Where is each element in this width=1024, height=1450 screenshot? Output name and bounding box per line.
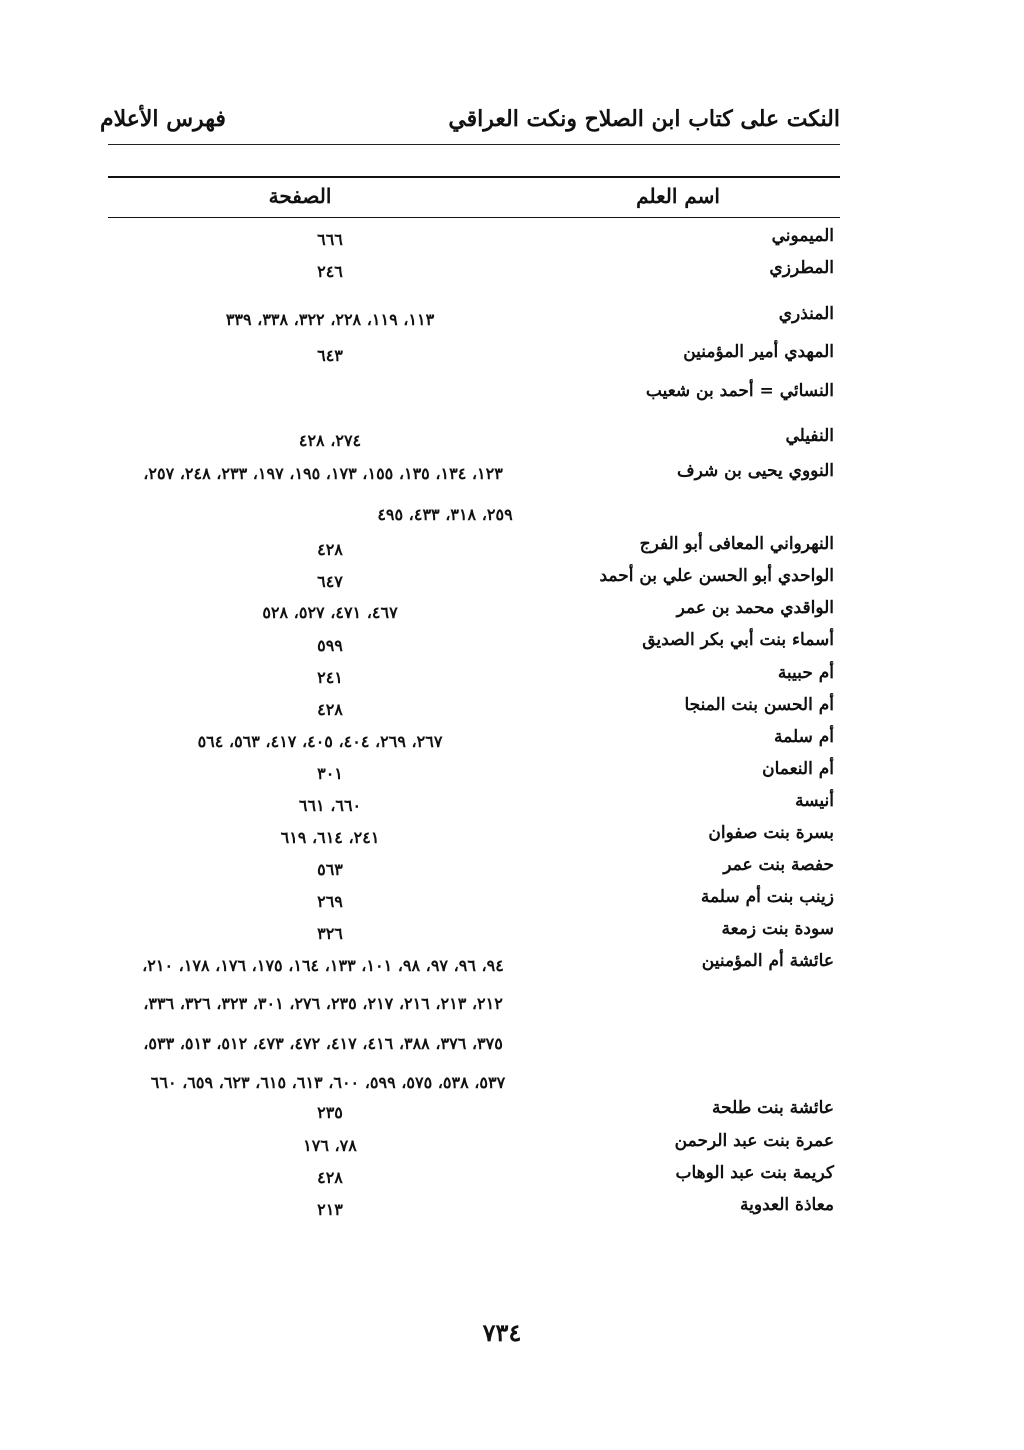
entry-pages: ٢٧٤، ٤٢٨ [298, 431, 362, 450]
entry-pages: ٣٧٥، ٣٧٦، ٣٨٨، ٤١٦، ٤١٧، ٤٧٢، ٤٧٣، ٥١٢، ٥١٣، ٥٣٣، [143, 1034, 503, 1053]
entry-name: معاذة العدوية [740, 1195, 834, 1215]
entry-pages: ٢١٣ [317, 1200, 343, 1219]
entry-name: المطرزي [769, 258, 834, 278]
entry-name: النووي يحيى بن شرف [676, 461, 834, 481]
book-title: النكت على كتاب ابن الصلاح ونكت العراقي [448, 106, 840, 132]
column-header-page: الصفحة [268, 184, 332, 208]
entry-pages: ٢٦٧، ٢٦٩، ٤٠٤، ٤٠٥، ٤١٧، ٥٦٣، ٥٦٤ [197, 732, 443, 751]
entry-pages: ٤٦٧، ٤٧١، ٥٢٧، ٥٢٨ [262, 603, 398, 622]
entry-name: الواقدي محمد بن عمر [676, 598, 834, 618]
entry-pages: ٢٦٩ [317, 892, 343, 911]
entry-name: النفيلي [785, 426, 834, 446]
entry-pages: ٣٢٦ [317, 924, 343, 943]
entry-name: حفصة بنت عمر [723, 855, 834, 875]
entry-pages: ٤٢٨ [317, 1168, 343, 1187]
header-divider [108, 144, 840, 145]
entry-name: المهدي أمير المؤمنين [683, 342, 834, 362]
entry-pages: ٢٤١، ٦١٤، ٦١٩ [280, 828, 380, 847]
entry-name: أم حبيبة [777, 663, 834, 683]
entry-pages: ٢١٢، ٢١٣، ٢١٦، ٢١٧، ٢٣٥، ٢٧٦، ٣٠١، ٣٢٣، ٣٢٦، ٣٣٦، [143, 994, 503, 1013]
entry-pages: ٥٩٩ [317, 636, 343, 655]
entry-pages: ٩٤، ٩٦، ٩٧، ٩٨، ١٠١، ١٣٣، ١٦٤، ١٧٥، ١٧٦، ١٧٨، ٢١٠، [142, 956, 504, 975]
running-head [100, 106, 840, 146]
entry-name: أم الحسن بنت المنجا [684, 695, 834, 715]
entry-pages: ٤٢٨ [317, 700, 343, 719]
entry-name: أنيسة [795, 791, 834, 811]
table-header-rule [108, 217, 840, 218]
entry-pages: ٥٣٧، ٥٣٨، ٥٧٥، ٥٩٩، ٦٠٠، ٦١٣، ٦١٥، ٦٢٣، ٦٥٩، ٦٦٠ [150, 1073, 506, 1092]
entry-pages: ١٢٣، ١٣٤، ١٣٥، ١٥٥، ١٧٣، ١٩٥، ١٩٧، ٢٣٣، ٢٤٨، ٢٥٧، [143, 464, 503, 483]
entry-name: عمرة بنت عبد الرحمن [674, 1131, 834, 1151]
entry-name: سودة بنت زمعة [721, 919, 834, 939]
table-top-rule [108, 176, 840, 178]
entry-pages: ٢٥٩، ٣١٨، ٤٣٣، ٤٩٥ [377, 505, 513, 524]
entry-name: عائشة أم المؤمنين [701, 951, 834, 971]
entry-name: النهرواني المعافى أبو الفرج [639, 534, 834, 554]
entry-name: زينب بنت أم سلمة [700, 887, 834, 907]
entry-pages: ١١٣، ١١٩، ٢٢٨، ٣٢٢، ٣٣٨، ٣٣٩ [225, 310, 435, 329]
entry-pages: ٣٠١ [317, 764, 343, 783]
entry-pages: ٥٦٣ [317, 860, 343, 879]
entry-name: النسائي = أحمد بن شعيب [645, 381, 834, 401]
entry-pages: ٦٦٦ [317, 230, 343, 249]
section-title: فهرس الأعلام [100, 106, 226, 132]
entry-pages: ٢٣٥ [317, 1103, 343, 1122]
entry-pages: ٤٢٨ [317, 540, 343, 559]
entry-pages: ٦٤٣ [317, 346, 343, 365]
entry-pages: ٦٦٠، ٦٦١ [298, 796, 362, 815]
entry-name: بسرة بنت صفوان [708, 823, 834, 843]
entry-pages: ٢٤١ [317, 668, 343, 687]
entry-name: الواحدي أبو الحسن علي بن أحمد [599, 566, 834, 586]
entry-name: المنذري [778, 304, 834, 324]
entry-name: كريمة بنت عبد الوهاب [675, 1163, 834, 1183]
entry-pages: ٧٨، ١٧٦ [303, 1136, 357, 1155]
entry-name: أم سلمة [774, 727, 834, 747]
page-number: ٧٣٤ [482, 1318, 522, 1347]
column-header-name: اسم العلم [636, 184, 720, 208]
entry-name: الميموني [771, 226, 834, 246]
entry-pages: ٦٤٧ [317, 572, 343, 591]
entry-name: أم النعمان [762, 759, 834, 779]
entry-name: عائشة بنت طلحة [712, 1098, 834, 1118]
entry-name: أسماء بنت أبي بكر الصديق [642, 630, 834, 650]
entry-pages: ٢٤٦ [317, 262, 343, 281]
